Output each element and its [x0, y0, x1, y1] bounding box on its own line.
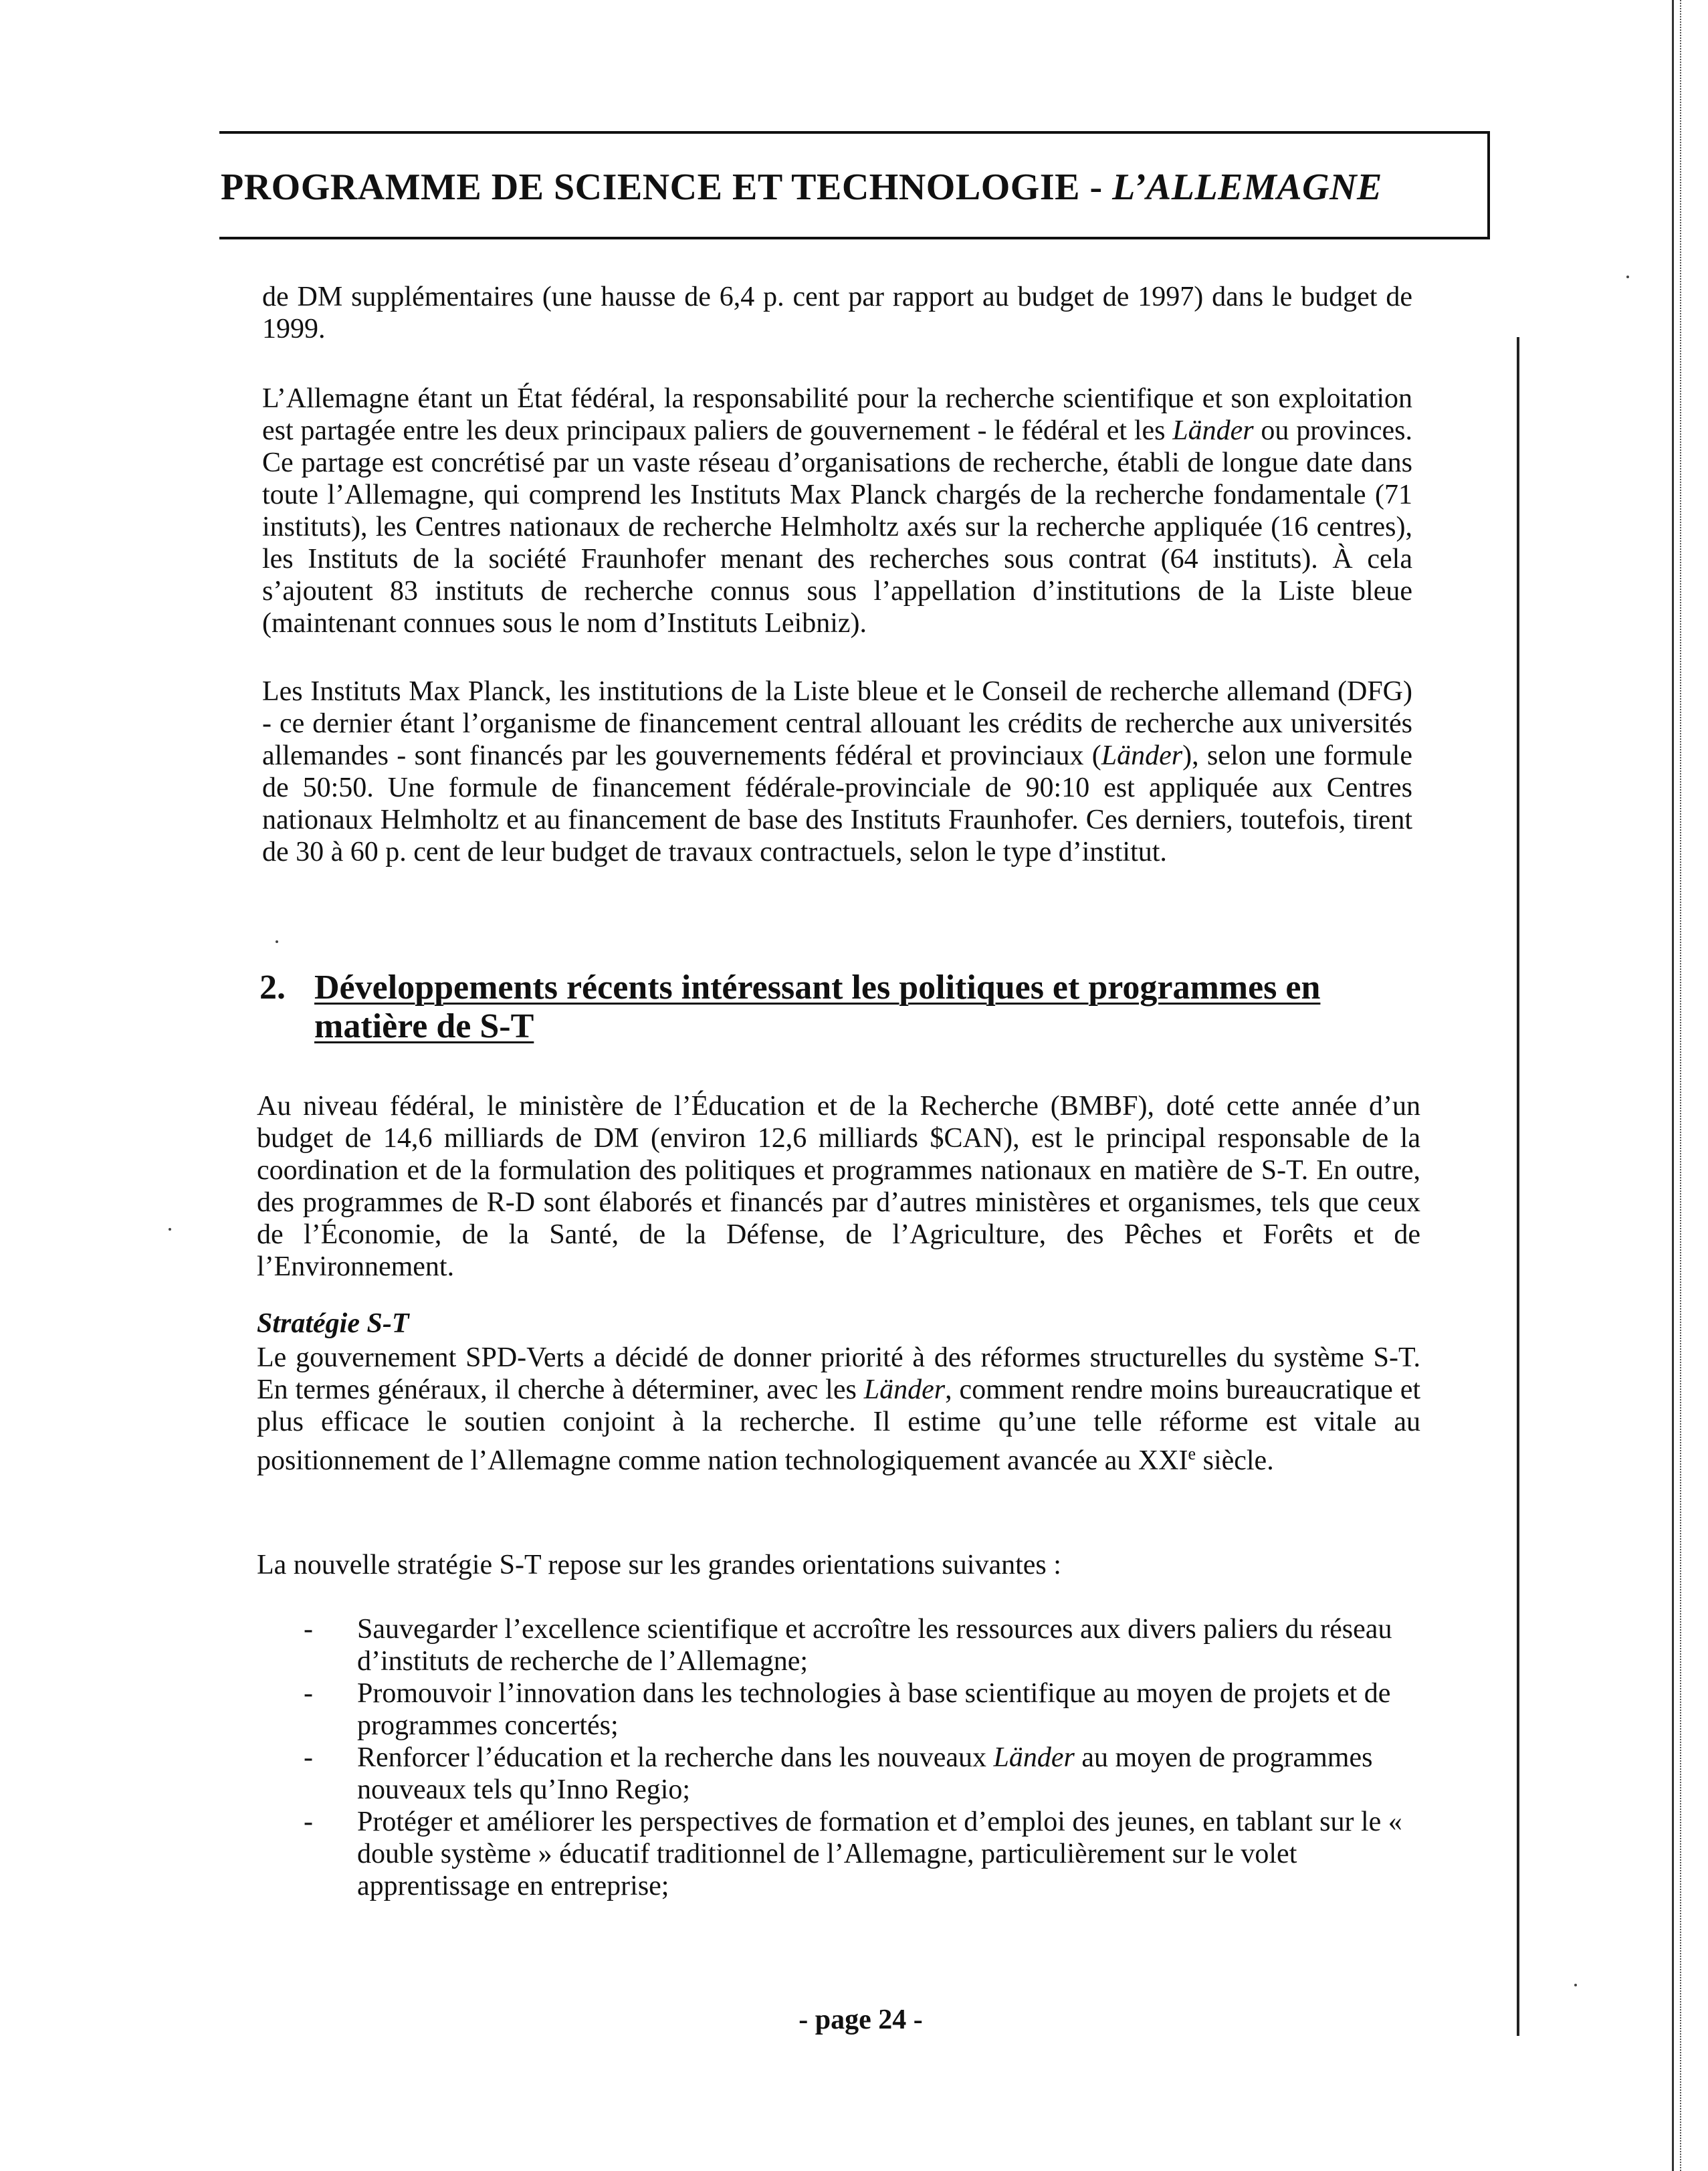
- paragraph-text: L’Allemagne étant un État fédéral, la responsabilité pour la recherche scientifique et son exploitation est partagée entre les deux principaux paliers de gouvernement - le fédéral et les: [262, 383, 1412, 446]
- paragraph-text: de DM supplémentaires (une hausse de 6,4 p. cent par rapport au budget de 1997) dans le budget de 1999.: [262, 282, 1412, 344]
- scan-edge-line: [1672, 0, 1674, 2171]
- header-rule-top: [219, 131, 1490, 134]
- list-item-text: Protéger et améliorer les perspectives de formation et d’emploi des jeunes, en tablant sur le « double système » éducatif traditionnel de l’Allemagne, particulièrement sur le volet apprentissage en entreprise;: [357, 1806, 1402, 1901]
- margin-change-bar: [1517, 337, 1519, 2036]
- subheading-strategy: Stratégie S-T: [257, 1308, 409, 1339]
- scan-speck: [1574, 1984, 1577, 1986]
- paragraph-bmbf: [257, 1090, 1420, 1283]
- header-rule-right: [1487, 131, 1490, 238]
- scan-speck: [1626, 276, 1629, 278]
- page-number: [0, 2004, 1708, 2036]
- running-header-main: PROGRAMME DE SCIENCE ET TECHNOLOGIE -: [221, 167, 1113, 208]
- list-dash: -: [304, 1678, 313, 1709]
- list-item: [257, 1806, 1420, 1902]
- list-item-text: au moyen de programmes nouveaux tels qu’Inno Regio;: [357, 1742, 1373, 1805]
- paragraph-federal-structure: [262, 383, 1412, 639]
- list-item: [257, 1677, 1420, 1742]
- paragraph-text: , comment rendre moins bureaucratique et plus efficace le soutien conjoint à la recherche. Il estime qu’une telle réforme est vitale au positionnement de l’Allemagne comme nation technologiquement avancée au XXI: [257, 1374, 1420, 1476]
- scan-speck: [276, 940, 278, 943]
- section-title: Développements récents intéressant les politiques et programmes en matière de S-T: [314, 968, 1321, 1045]
- orientation-list: [257, 1613, 1420, 1902]
- scan-edge-dotted-line: [1680, 0, 1681, 2171]
- paragraph-text: La nouvelle stratégie S-T repose sur les grandes orientations suivantes :: [257, 1550, 1061, 1580]
- list-dash: -: [304, 1614, 313, 1645]
- list-dash: -: [304, 1742, 313, 1773]
- running-header-country: L’ALLEMAGNE: [1112, 167, 1382, 208]
- list-item: [257, 1742, 1420, 1806]
- superscript: e: [1188, 1444, 1196, 1463]
- page-number-label: - page 24 -: [798, 2004, 923, 2035]
- running-header: [221, 166, 1382, 209]
- list-item-text: Sauvegarder l’excellence scientifique et accroître les ressources aux divers paliers du réseau d’instituts de recherche de l’Allemagne;: [357, 1614, 1392, 1677]
- paragraph-orientations-intro: [257, 1549, 1420, 1581]
- section-number: 2.: [259, 968, 286, 1007]
- paragraph-text: Au niveau fédéral, le ministère de l’Éducation et de la Recherche (BMBF), doté cette année d’un budget de 14,6 milliards de DM (environ 12,6 milliards $CAN), est le principal responsable de la coordination et de la formulation des politiques et programmes nationaux en matière de S-T. En outre, des programmes de R-D sont élaborés et financés par d’autres ministères et organismes, tels que ceux de l’Économie, de la Santé, de la Défense, de l’Agriculture, des Pêches et Forêts et de l’Environnement.: [257, 1091, 1420, 1282]
- paragraph-text: Les Instituts Max Planck, les institutions de la Liste bleue et le Conseil de recherche allemand (DFG) - ce dernier étant l’organisme de financement central allouant les crédits de recherche aux universités allemandes - sont financés par les gouvernements fédéral et provinciaux (: [262, 676, 1412, 771]
- section-heading: [259, 968, 1436, 1046]
- scan-speck: [169, 1228, 171, 1231]
- paragraph-funding-formula: [262, 676, 1412, 868]
- paragraph-text: ), selon une formule de 50:50. Une formule de financement fédérale-provinciale de 90:10 est appliquée aux Centres nationaux Helmholtz et au financement de base des Instituts Fraunhofer. Ces derniers, toutefois, tirent de 30 à 60 p. cent de leur budget de travaux contractuels, selon le type d’institut.: [262, 740, 1412, 867]
- paragraph-budget-continuation: [262, 281, 1412, 345]
- paragraph-text: siècle.: [1196, 1445, 1274, 1476]
- list-dash: -: [304, 1806, 313, 1837]
- emphasis-lander: Länder: [993, 1742, 1075, 1773]
- emphasis-lander: Länder: [1172, 415, 1254, 446]
- list-item: [257, 1613, 1420, 1677]
- list-item-text: Renforcer l’éducation et la recherche dans les nouveaux: [357, 1742, 994, 1773]
- paragraph-text: Le gouvernement SPD-Verts a décidé de donner priorité à des réformes structurelles du système S-T. En termes généraux, il cherche à déterminer, avec les: [257, 1342, 1420, 1405]
- paragraph-text: ou provinces. Ce partage est concrétisé par un vaste réseau d’organisations de recherche, établi de longue date dans toute l’Allemagne, qui comprend les Instituts Max Planck chargés de la recherche fondamentale (71 instituts), les Centres nationaux de recherche Helmholtz axés sur la recherche appliquée (16 centres), les Instituts de la société Fraunhofer menant des recherches sous contrat (64 instituts). À cela s’ajoutent 83 instituts de recherche connus sous l’appellation d’institutions de la Liste bleue (maintenant connues sous le nom d’Instituts Leibniz).: [262, 415, 1412, 639]
- paragraph-strategy: [257, 1342, 1420, 1477]
- header-rule-bottom: [219, 237, 1490, 239]
- list-item-text: Promouvoir l’innovation dans les technologies à base scientifique au moyen de projets et de programmes concertés;: [357, 1678, 1391, 1741]
- emphasis-lander: Länder: [863, 1374, 946, 1405]
- emphasis-lander: Länder: [1101, 740, 1183, 771]
